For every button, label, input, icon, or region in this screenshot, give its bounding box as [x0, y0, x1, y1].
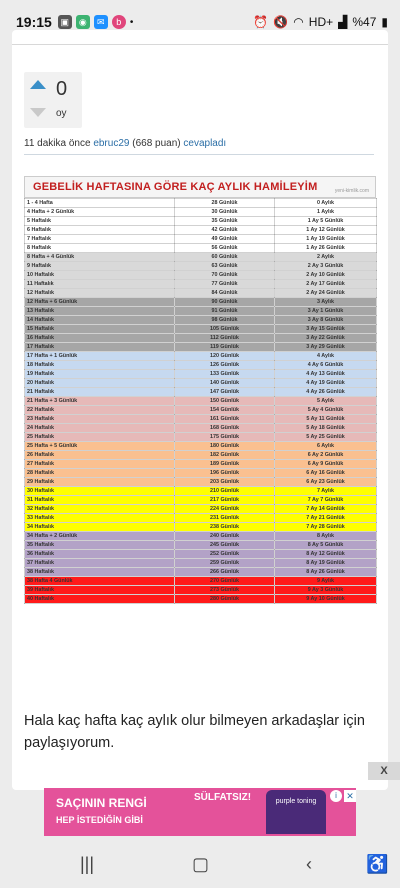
table-cell: 77 Günlük: [175, 280, 275, 289]
table-cell: 25 Hafta + 5 Günlük: [25, 442, 175, 451]
table-cell: 60 Günlük: [175, 253, 275, 262]
table-cell: 10 Haftalık: [25, 271, 175, 280]
table-cell: 203 Günlük: [175, 478, 275, 487]
table-cell: 1 Ay 19 Günlük: [275, 235, 377, 244]
table-cell: 3 Ay 29 Günlük: [275, 343, 377, 352]
table-cell: 18 Haftalık: [25, 361, 175, 370]
answer-caption: Hala kaç hafta kaç aylık olur bilmeyen arkadaşlar için paylaşıyorum.: [24, 713, 365, 751]
table-row: [25, 307, 377, 316]
table-cell: 4 Ay 19 Günlük: [275, 379, 377, 388]
table-cell: 266 Günlük: [175, 568, 275, 577]
table-cell: 252 Günlük: [175, 550, 275, 559]
table-cell: 24 Haftalık: [25, 424, 175, 433]
table-cell: 84 Günlük: [175, 289, 275, 298]
table-cell: 8 Ay 5 Günlük: [275, 541, 377, 550]
table-cell: 5 Ay 4 Günlük: [275, 406, 377, 415]
table-cell: 4 Hafta + 2 Günlük: [25, 208, 175, 217]
answer-meta: [24, 138, 226, 149]
back-icon[interactable]: ‹: [306, 854, 312, 874]
table-row: [25, 514, 377, 523]
table-cell: 56 Günlük: [175, 244, 275, 253]
table-cell: 42 Günlük: [175, 226, 275, 235]
table-cell: 15 Haftalık: [25, 325, 175, 334]
table-row: [25, 559, 377, 568]
table-row: [25, 487, 377, 496]
vote-box: [24, 72, 82, 128]
ad-close-button[interactable]: X: [368, 762, 400, 780]
table-cell: 4 Ay 13 Günlük: [275, 370, 377, 379]
table-cell: 35 Günlük: [175, 217, 275, 226]
table-row: [25, 505, 377, 514]
table-cell: 6 Haftalık: [25, 226, 175, 235]
pregnancy-table-image[interactable]: [24, 176, 376, 604]
table-cell: 63 Günlük: [175, 262, 275, 271]
table-cell: 3 Ay 1 Günlük: [275, 307, 377, 316]
table-cell: 6 Ay 9 Günlük: [275, 460, 377, 469]
table-cell: 133 Günlük: [175, 370, 275, 379]
table-cell: 280 Günlük: [175, 595, 275, 604]
vote-label: oy: [56, 108, 67, 119]
table-cell: 8 Aylık: [275, 532, 377, 541]
table-row: [25, 379, 377, 388]
sms-icon: ✉: [94, 15, 108, 29]
table-cell: 5 Ay 25 Günlük: [275, 433, 377, 442]
status-right: [253, 15, 388, 29]
table-cell: 31 Haftalık: [25, 496, 175, 505]
table-cell: 189 Günlük: [175, 460, 275, 469]
table-cell: 28 Günlük: [175, 199, 275, 208]
table-title: GEBELİK HAFTASINA GÖRE KAÇ AYLIK HAMİLEYİM: [33, 181, 318, 193]
table-row: [25, 208, 377, 217]
table-cell: 238 Günlük: [175, 523, 275, 532]
table-row: [25, 424, 377, 433]
battery-level: %47: [352, 15, 377, 29]
table-row: [25, 217, 377, 226]
table-row: [25, 343, 377, 352]
table-cell: 7 Haftalık: [25, 235, 175, 244]
alarm-icon: ⏰: [253, 15, 269, 29]
table-cell: 270 Günlük: [175, 577, 275, 586]
table-cell: 1 - 4 Hafta: [25, 199, 175, 208]
table-row: [25, 253, 377, 262]
table-cell: 120 Günlük: [175, 352, 275, 361]
meta-divider: [24, 154, 374, 155]
ad-subline: HEP İSTEDİĞİN GİBİ: [56, 815, 143, 825]
table-cell: 5 Ay 11 Günlük: [275, 415, 377, 424]
table-cell: 126 Günlük: [175, 361, 275, 370]
table-cell: 11 Haftalık: [25, 280, 175, 289]
table-cell: 21 Haftalık: [25, 388, 175, 397]
table-cell: 29 Haftalık: [25, 478, 175, 487]
table-cell: 26 Haftalık: [25, 451, 175, 460]
table-row: [25, 316, 377, 325]
table-cell: 5 Ay 18 Günlük: [275, 424, 377, 433]
table-cell: 21 Hafta + 3 Günlük: [25, 397, 175, 406]
table-cell: 168 Günlük: [175, 424, 275, 433]
table-cell: 2 Ay 10 Günlük: [275, 271, 377, 280]
table-cell: 25 Haftalık: [25, 433, 175, 442]
table-cell: 70 Günlük: [175, 271, 275, 280]
table-cell: 8 Ay 26 Günlük: [275, 568, 377, 577]
table-row: [25, 235, 377, 244]
table-row: [25, 451, 377, 460]
table-cell: 39 Haftalık: [25, 586, 175, 595]
table-cell: 40 Haftalık: [25, 595, 175, 604]
ad-badge: SÜLFATSIZ!: [194, 792, 252, 803]
app-icon: ◉: [76, 15, 90, 29]
table-cell: 259 Günlük: [175, 559, 275, 568]
table-row: [25, 586, 377, 595]
table-cell: 7 Aylık: [275, 487, 377, 496]
table-cell: 140 Günlük: [175, 379, 275, 388]
time-ago: 11 dakika önce: [24, 138, 91, 149]
table-cell: 217 Günlük: [175, 496, 275, 505]
table-cell: 6 Aylık: [275, 442, 377, 451]
table-cell: 273 Günlük: [175, 586, 275, 595]
table-cell: 3 Ay 8 Günlük: [275, 316, 377, 325]
table-cell: 34 Haftalık: [25, 523, 175, 532]
table-cell: 90 Günlük: [175, 298, 275, 307]
table-row: [25, 289, 377, 298]
table-cell: 30 Haftalık: [25, 487, 175, 496]
table-cell: 9 Haftalık: [25, 262, 175, 271]
table-cell: 91 Günlük: [175, 307, 275, 316]
table-cell: 210 Günlük: [175, 487, 275, 496]
table-cell: 37 Haftalık: [25, 559, 175, 568]
table-cell: 182 Günlük: [175, 451, 275, 460]
table-cell: 224 Günlük: [175, 505, 275, 514]
table-site: yeni-kimlik.com: [334, 188, 369, 194]
table-cell: 20 Haftalık: [25, 379, 175, 388]
status-time: 19:15: [16, 14, 52, 30]
ad-banner[interactable]: [44, 788, 356, 836]
table-cell: 30 Günlük: [175, 208, 275, 217]
wifi-icon: ◠: [293, 15, 304, 29]
table-row: [25, 298, 377, 307]
table-cell: 105 Günlük: [175, 325, 275, 334]
table-row: [25, 262, 377, 271]
pregnancy-table: [24, 198, 377, 604]
table-row: [25, 550, 377, 559]
table-cell: 5 Aylık: [275, 397, 377, 406]
table-cell: 12 Hafta + 6 Günlük: [25, 298, 175, 307]
table-row: [25, 469, 377, 478]
table-cell: 19 Haftalık: [25, 370, 175, 379]
table-cell: 1 Ay 26 Günlük: [275, 244, 377, 253]
table-cell: 28 Haftalık: [25, 469, 175, 478]
table-row: [25, 280, 377, 289]
table-cell: 150 Günlük: [175, 397, 275, 406]
user-link[interactable]: ebruc29: [93, 138, 130, 149]
table-cell: 1 Ay 12 Günlük: [275, 226, 377, 235]
table-row: [25, 352, 377, 361]
table-cell: 231 Günlük: [175, 514, 275, 523]
table-row: [25, 226, 377, 235]
vote-count: 0: [56, 78, 68, 100]
table-cell: 16 Haftalık: [25, 334, 175, 343]
table-row: [25, 595, 377, 604]
table-row: [25, 388, 377, 397]
table-row: [25, 325, 377, 334]
table-cell: 196 Günlük: [175, 469, 275, 478]
table-cell: 38 Hafta 4 Günlük: [25, 577, 175, 586]
table-row: [25, 199, 377, 208]
table-cell: 49 Günlük: [175, 235, 275, 244]
ad-info-icon[interactable]: i: [330, 790, 342, 802]
table-cell: 7 Ay 21 Günlük: [275, 514, 377, 523]
table-cell: 2 Aylık: [275, 253, 377, 262]
table-cell: 1 Aylık: [275, 208, 377, 217]
table-row: [25, 433, 377, 442]
table-row: [25, 460, 377, 469]
table-row: [25, 541, 377, 550]
table-cell: 4 Aylık: [275, 352, 377, 361]
table-cell: 4 Ay 6 Günlük: [275, 361, 377, 370]
table-cell: 7 Ay 28 Günlük: [275, 523, 377, 532]
table-cell: 7 Ay 14 Günlük: [275, 505, 377, 514]
table-row: [25, 577, 377, 586]
table-cell: 6 Ay 16 Günlük: [275, 469, 377, 478]
table-cell: 0 Aylık: [275, 199, 377, 208]
table-cell: 147 Günlük: [175, 388, 275, 397]
table-cell: 180 Günlük: [175, 442, 275, 451]
upvote-arrow-icon[interactable]: [30, 80, 46, 89]
table-cell: 3 Ay 22 Günlük: [275, 334, 377, 343]
table-cell: 35 Haftalık: [25, 541, 175, 550]
table-cell: 8 Ay 19 Günlük: [275, 559, 377, 568]
table-row: [25, 532, 377, 541]
table-cell: 34 Hafta + 2 Günlük: [25, 532, 175, 541]
table-cell: 23 Haftalık: [25, 415, 175, 424]
mute-icon: 🔇: [273, 15, 289, 29]
table-cell: 22 Haftalık: [25, 406, 175, 415]
answer-card: [12, 30, 388, 790]
table-cell: 8 Ay 12 Günlük: [275, 550, 377, 559]
nav-bar: [0, 840, 400, 888]
table-cell: 3 Ay 15 Günlük: [275, 325, 377, 334]
user-points: (668 puan): [132, 138, 181, 149]
downvote-arrow-icon[interactable]: [30, 108, 46, 117]
accessibility-icon[interactable]: ♿: [366, 854, 389, 874]
table-cell: 240 Günlük: [175, 532, 275, 541]
table-row: [25, 568, 377, 577]
dot-icon: •: [129, 16, 134, 28]
ad-product-image: [266, 790, 326, 834]
table-row: [25, 397, 377, 406]
table-row: [25, 415, 377, 424]
table-cell: 2 Ay 17 Günlük: [275, 280, 377, 289]
table-cell: 6 Ay 2 Günlük: [275, 451, 377, 460]
table-cell: 14 Haftalık: [25, 316, 175, 325]
table-cell: 9 Ay 10 Günlük: [275, 595, 377, 604]
table-cell: 154 Günlük: [175, 406, 275, 415]
table-cell: 2 Ay 24 Günlük: [275, 289, 377, 298]
answered-link[interactable]: cevapladı: [183, 138, 227, 149]
table-cell: 8 Haftalık: [25, 244, 175, 253]
recent-apps-icon[interactable]: |||: [80, 854, 95, 874]
table-cell: 9 Aylık: [275, 577, 377, 586]
table-cell: 245 Günlük: [175, 541, 275, 550]
table-cell: 3 Aylık: [275, 298, 377, 307]
table-cell: 161 Günlük: [175, 415, 275, 424]
table-row: [25, 442, 377, 451]
table-row: [25, 361, 377, 370]
table-cell: 7 Ay 7 Günlük: [275, 496, 377, 505]
table-row: [25, 370, 377, 379]
table-cell: 119 Günlük: [175, 343, 275, 352]
table-cell: 5 Haftalık: [25, 217, 175, 226]
ad-headline: SAÇININ RENGİ: [56, 796, 147, 810]
ad-brand: purple toning: [275, 798, 317, 805]
table-cell: 1 Ay 5 Günlük: [275, 217, 377, 226]
signal-icon: ▟: [338, 15, 348, 29]
gallery-icon: ▣: [58, 15, 72, 29]
table-cell: 17 Hafta + 1 Günlük: [25, 352, 175, 361]
network-label: HD+: [308, 15, 334, 29]
table-row: [25, 496, 377, 505]
table-row: [25, 271, 377, 280]
table-row: [25, 244, 377, 253]
table-cell: 13 Haftalık: [25, 307, 175, 316]
table-cell: 8 Hafta + 4 Günlük: [25, 253, 175, 262]
table-cell: 98 Günlük: [175, 316, 275, 325]
table-cell: 175 Günlük: [175, 433, 275, 442]
table-cell: 33 Haftalık: [25, 514, 175, 523]
table-cell: 112 Günlük: [175, 334, 275, 343]
table-row: [25, 334, 377, 343]
table-cell: 17 Haftalık: [25, 343, 175, 352]
table-row: [25, 406, 377, 415]
table-row: [25, 478, 377, 487]
table-cell: 2 Ay 3 Günlük: [275, 262, 377, 271]
table-cell: 6 Ay 23 Günlük: [275, 478, 377, 487]
divider: [12, 44, 388, 45]
table-cell: 12 Haftalık: [25, 289, 175, 298]
table-title-bar: [24, 176, 376, 198]
home-icon[interactable]: ▢: [192, 854, 210, 874]
table-cell: 38 Haftalık: [25, 568, 175, 577]
table-cell: 32 Haftalık: [25, 505, 175, 514]
table-cell: 9 Ay 3 Günlük: [275, 586, 377, 595]
table-row: [25, 523, 377, 532]
table-cell: 27 Haftalık: [25, 460, 175, 469]
ad-x-icon[interactable]: ✕: [344, 790, 356, 802]
bip-icon: b: [112, 15, 126, 29]
table-cell: 36 Haftalık: [25, 550, 175, 559]
battery-icon: ▮: [381, 15, 388, 29]
table-cell: 4 Ay 26 Günlük: [275, 388, 377, 397]
